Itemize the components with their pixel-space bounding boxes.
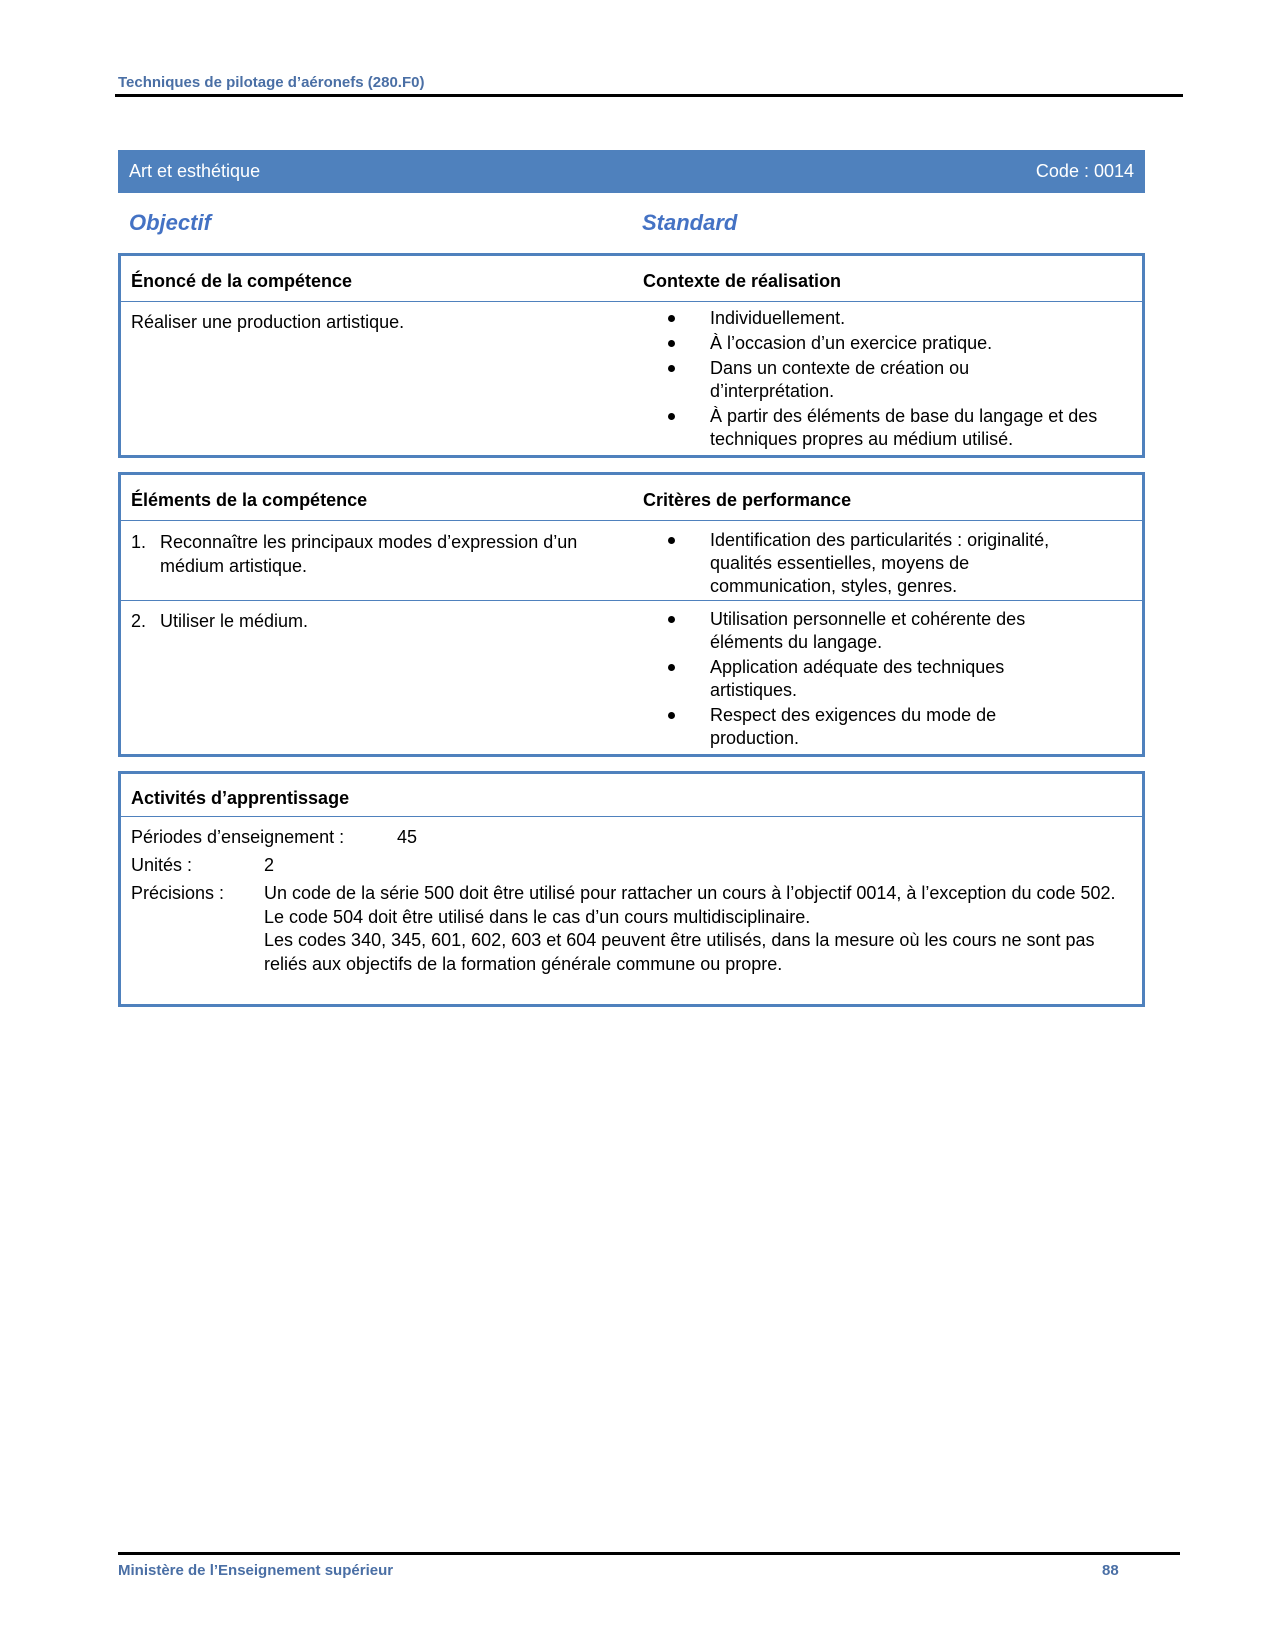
bullet-icon — [668, 664, 675, 671]
precisions-label: Précisions : — [131, 883, 225, 903]
competence-box — [118, 253, 1145, 458]
units-value: 2 — [264, 855, 275, 875]
standard-heading: Standard — [642, 210, 738, 235]
bullet-icon — [668, 315, 675, 322]
activities-box-header — [121, 774, 1142, 817]
list-item: Application adéquate des techniques artistiques. — [668, 656, 1050, 702]
periods-label: Périodes d’enseignement : — [131, 827, 345, 847]
objective-code: Code : 0014 — [1035, 161, 1134, 181]
periods-value: 45 — [397, 827, 418, 847]
list-item: Respect des exigences du mode de production. — [668, 704, 1050, 750]
footer-rule — [118, 1552, 1180, 1555]
precision-line: Le code 504 doit être utilisé dans le cas d’un cours multidisciplinaire. — [264, 906, 811, 927]
row-divider — [121, 600, 1142, 601]
bullet-icon — [668, 616, 675, 623]
elements-box: Éléments de la compétence Critères de performance 1. Reconnaître les principaux modes d’expression d’un médium artistique. Identification des particularités : originalité, qualités essentielles, moyens de communication, styles, genres. 2. Utiliser le médium. Utilisation personnelle et cohérente des éléments du langage. Application adéquate des techniques artistiques. Respect des exigences du mode de production. — [118, 472, 1145, 757]
footer-ministry: Ministère de l’Enseignement supérieur — [118, 1562, 394, 1579]
precision-line: Les codes 340, 345, 601, 602, 603 et 604 peuvent être utilisés, dans la mesure où les cours ne sont pas reliés aux objectifs de la formation générale commune ou propre. — [264, 930, 1095, 974]
bullet-icon — [668, 537, 675, 544]
running-header: Techniques de pilotage d’aéronefs (280.F0) — [118, 74, 425, 91]
precision-line: Un code de la série 500 doit être utilisé pour rattacher un cours à l’objectif 0014, à l’exception du code 502. — [264, 883, 1116, 903]
precisions-text — [264, 882, 1139, 976]
activities-box — [118, 771, 1145, 1007]
list-item: Individuellement. — [668, 307, 1128, 330]
objectif-heading: Objectif — [129, 210, 211, 235]
list-item: Dans un contexte de création ou d’interprétation. — [668, 357, 1000, 403]
criteres-heading: Critères de performance — [643, 490, 852, 510]
contexte-heading: Contexte de réalisation — [643, 271, 842, 291]
list-item: Identification des particularités : originalité, qualités essentielles, moyens de communication, styles, genres. — [668, 529, 1098, 598]
enonce-heading: Énoncé de la compétence — [131, 271, 353, 291]
units-label: Unités : — [131, 855, 193, 875]
list-item: À l’occasion d’un exercice pratique. — [668, 332, 1128, 355]
criteria-list-2 — [668, 608, 1068, 752]
title-bar — [118, 150, 1145, 193]
bullet-icon — [668, 340, 675, 347]
context-list — [668, 307, 1128, 453]
header-rule — [115, 94, 1183, 97]
competence-box-header — [121, 256, 1142, 302]
bullet-icon — [668, 413, 675, 420]
list-item: À partir des éléments de base du langage et des techniques propres au médium utilisé. — [668, 405, 1140, 451]
page-number: 88 — [1102, 1562, 1119, 1579]
elements-heading: Éléments de la compétence — [131, 490, 368, 510]
criteria-list-1 — [668, 529, 1098, 600]
activities-heading: Activités d’apprentissage — [131, 788, 350, 808]
bullet-icon — [668, 365, 675, 372]
competence-statement: Réaliser une production artistique. — [131, 312, 405, 332]
list-item: Utilisation personnelle et cohérente des éléments du langage. — [668, 608, 1070, 654]
subject-title: Art et esthétique — [129, 161, 261, 181]
bullet-icon — [668, 712, 675, 719]
elements-box-header — [121, 475, 1142, 521]
